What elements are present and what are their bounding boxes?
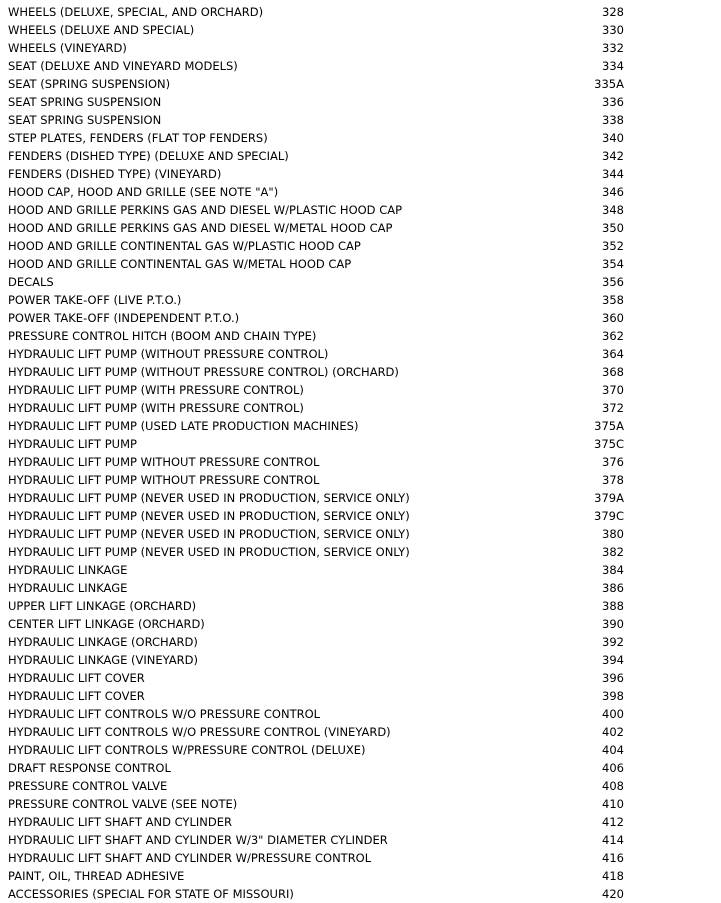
index-row	[0, 777, 721, 795]
index-row	[0, 417, 721, 435]
index-row	[0, 885, 721, 903]
index-entry-page: 375C	[594, 437, 624, 451]
index-entry-title: SEAT (DELUXE AND VINEYARD MODELS)	[8, 59, 238, 73]
index-entry-title: HYDRAULIC LIFT PUMP WITHOUT PRESSURE CONTROL	[8, 473, 320, 487]
index-entry-page: 420	[602, 887, 624, 901]
index-entry-title: HYDRAULIC LIFT PUMP (USED LATE PRODUCTION MACHINES)	[8, 419, 359, 433]
index-row	[0, 39, 721, 57]
index-row	[0, 705, 721, 723]
index-row	[0, 687, 721, 705]
index-row	[0, 381, 721, 399]
index-entry-title: FENDERS (DISHED TYPE) (DELUXE AND SPECIAL)	[8, 149, 289, 163]
index-row	[0, 651, 721, 669]
index-entry-title: POWER TAKE-OFF (INDEPENDENT P.T.O.)	[8, 311, 240, 325]
index-entry-page: 334	[602, 59, 624, 73]
index-row	[0, 345, 721, 363]
index-entry-page: 378	[602, 473, 624, 487]
index-entry-title: HYDRAULIC LIFT CONTROLS W/O PRESSURE CONTROL (VINEYARD)	[8, 725, 391, 739]
index-entry-page: 386	[602, 581, 624, 595]
index-entry-page: 390	[602, 617, 624, 631]
index-entry-page: 360	[602, 311, 624, 325]
index-entry-title: HYDRAULIC LIFT PUMP (WITH PRESSURE CONTROL)	[8, 401, 304, 415]
index-entry-page: 370	[602, 383, 624, 397]
index-entry-page: 380	[602, 527, 624, 541]
index-row	[0, 165, 721, 183]
index-entry-title: HYDRAULIC LIFT CONTROLS W/O PRESSURE CONTROL	[8, 707, 321, 721]
index-row	[0, 201, 721, 219]
index-entry-page: 382	[602, 545, 624, 559]
index-row	[0, 831, 721, 849]
index-entry-page: 335A	[594, 77, 624, 91]
index-entry-title: POWER TAKE-OFF (LIVE P.T.O.)	[8, 293, 182, 307]
index-entry-page: 384	[602, 563, 624, 577]
index-entry-title: PRESSURE CONTROL HITCH (BOOM AND CHAIN TYPE)	[8, 329, 317, 343]
index-entry-title: WHEELS (DELUXE AND SPECIAL)	[8, 23, 195, 37]
index-entry-page: 402	[602, 725, 624, 739]
index-entry-title: SEAT (SPRING SUSPENSION)	[8, 77, 171, 91]
index-entry-page: 372	[602, 401, 624, 415]
index-entry-title: CENTER LIFT LINKAGE (ORCHARD)	[8, 617, 205, 631]
index-row	[0, 453, 721, 471]
index-entry-page: 392	[602, 635, 624, 649]
index-row	[0, 561, 721, 579]
index-row	[0, 273, 721, 291]
index-entry-title: WHEELS (DELUXE, SPECIAL, AND ORCHARD)	[8, 5, 264, 19]
index-entry-page: 375A	[594, 419, 624, 433]
index-entry-title: HYDRAULIC LIFT SHAFT AND CYLINDER W/PRESSURE CONTROL	[8, 851, 372, 865]
index-entry-title: HYDRAULIC LIFT COVER	[8, 671, 145, 685]
index-entry-page: 408	[602, 779, 624, 793]
index-row	[0, 75, 721, 93]
index-row	[0, 435, 721, 453]
index-entry-page: 396	[602, 671, 624, 685]
index-entry-page: 362	[602, 329, 624, 343]
index-entry-page: 342	[602, 149, 624, 163]
index-entry-title: HYDRAULIC LINKAGE (ORCHARD)	[8, 635, 198, 649]
index-row	[0, 543, 721, 561]
index-row	[0, 669, 721, 687]
index-row	[0, 219, 721, 237]
index-entry-title: UPPER LIFT LINKAGE (ORCHARD)	[8, 599, 197, 613]
index-row	[0, 723, 721, 741]
index-row	[0, 867, 721, 885]
index-row	[0, 93, 721, 111]
index-entry-page: 364	[602, 347, 624, 361]
index-entry-title: HYDRAULIC LIFT SHAFT AND CYLINDER	[8, 815, 232, 829]
index-row	[0, 741, 721, 759]
index-entry-page: 358	[602, 293, 624, 307]
index-row	[0, 363, 721, 381]
index-entry-title: PRESSURE CONTROL VALVE (SEE NOTE)	[8, 797, 238, 811]
index-row	[0, 21, 721, 39]
index-entry-page: 406	[602, 761, 624, 775]
index-entry-page: 338	[602, 113, 624, 127]
index-entry-title: SEAT SPRING SUSPENSION	[8, 95, 162, 109]
index-entry-page: 388	[602, 599, 624, 613]
index-entry-title: HYDRAULIC LIFT PUMP (NEVER USED IN PRODUCTION, SERVICE ONLY)	[8, 509, 410, 523]
index-row	[0, 759, 721, 777]
index-row	[0, 327, 721, 345]
index-entry-title: HYDRAULIC LINKAGE	[8, 563, 128, 577]
index-row	[0, 147, 721, 165]
index-row	[0, 471, 721, 489]
index-entry-page: 332	[602, 41, 624, 55]
index-entry-title: DRAFT RESPONSE CONTROL	[8, 761, 171, 775]
index-entry-title: HYDRAULIC LIFT PUMP	[8, 437, 137, 451]
index-entry-title: HYDRAULIC LIFT COVER	[8, 689, 145, 703]
index-entry-page: 412	[602, 815, 624, 829]
index-entry-page: 356	[602, 275, 624, 289]
index-entry-title: HOOD AND GRILLE PERKINS GAS AND DIESEL W/PLASTIC HOOD CAP	[8, 203, 403, 217]
index-row	[0, 57, 721, 75]
index-row	[0, 3, 721, 21]
index-row	[0, 111, 721, 129]
index-entry-page: 330	[602, 23, 624, 37]
index-entry-title: HOOD CAP, HOOD AND GRILLE (SEE NOTE "A")	[8, 185, 279, 199]
index-entry-title: HYDRAULIC LIFT PUMP (NEVER USED IN PRODUCTION, SERVICE ONLY)	[8, 545, 410, 559]
index-entry-page: 410	[602, 797, 624, 811]
index-entry-page: 352	[602, 239, 624, 253]
index-entry-page: 346	[602, 185, 624, 199]
index-entry-page: 350	[602, 221, 624, 235]
index-entry-title: PRESSURE CONTROL VALVE	[8, 779, 168, 793]
index-entry-title: HYDRAULIC LIFT SHAFT AND CYLINDER W/3" DIAMETER CYLINDER	[8, 833, 388, 847]
index-entry-page: 398	[602, 689, 624, 703]
index-row	[0, 291, 721, 309]
index-entry-page: 336	[602, 95, 624, 109]
index-row	[0, 813, 721, 831]
index-entry-title: HYDRAULIC LIFT PUMP (NEVER USED IN PRODUCTION, SERVICE ONLY)	[8, 491, 410, 505]
index-entry-title: HOOD AND GRILLE CONTINENTAL GAS W/PLASTIC HOOD CAP	[8, 239, 361, 253]
index-entry-title: WHEELS (VINEYARD)	[8, 41, 127, 55]
index-row	[0, 255, 721, 273]
index-entry-title: HYDRAULIC LIFT PUMP (WITHOUT PRESSURE CONTROL) (ORCHARD)	[8, 365, 399, 379]
index-row	[0, 633, 721, 651]
index-row	[0, 399, 721, 417]
index-entry-title: HYDRAULIC LINKAGE	[8, 581, 128, 595]
index-entry-page: 368	[602, 365, 624, 379]
index-entry-title: FENDERS (DISHED TYPE) (VINEYARD)	[8, 167, 222, 181]
index-entry-page: 379C	[594, 509, 624, 523]
index-entry-page: 400	[602, 707, 624, 721]
index-entry-title: SEAT SPRING SUSPENSION	[8, 113, 162, 127]
index-row	[0, 489, 721, 507]
index-entry-title: HYDRAULIC LIFT PUMP (NEVER USED IN PRODUCTION, SERVICE ONLY)	[8, 527, 410, 541]
index-row	[0, 309, 721, 327]
index-entry-page: 404	[602, 743, 624, 757]
index-entry-title: HOOD AND GRILLE PERKINS GAS AND DIESEL W/METAL HOOD CAP	[8, 221, 393, 235]
index-entry-title: HYDRAULIC LINKAGE (VINEYARD)	[8, 653, 199, 667]
index-row	[0, 579, 721, 597]
index-entry-page: 418	[602, 869, 624, 883]
index-entry-page: 379A	[594, 491, 624, 505]
index-entry-page: 340	[602, 131, 624, 145]
index-entry-title: ACCESSORIES (SPECIAL FOR STATE OF MISSOURI)	[8, 887, 294, 901]
index-entry-title: HYDRAULIC LIFT CONTROLS W/PRESSURE CONTROL (DELUXE)	[8, 743, 366, 757]
index-entry-page: 344	[602, 167, 624, 181]
index-row	[0, 129, 721, 147]
index-entry-page: 328	[602, 5, 624, 19]
index-entry-page: 348	[602, 203, 624, 217]
index-entry-page: 416	[602, 851, 624, 865]
index-entry-title: HYDRAULIC LIFT PUMP WITHOUT PRESSURE CONTROL	[8, 455, 320, 469]
index-entry-title: PAINT, OIL, THREAD ADHESIVE	[8, 869, 185, 883]
index-row	[0, 597, 721, 615]
index-row	[0, 237, 721, 255]
index-entry-page: 354	[602, 257, 624, 271]
index-row	[0, 507, 721, 525]
index-entry-page: 414	[602, 833, 624, 847]
index-entry-title: HYDRAULIC LIFT PUMP (WITHOUT PRESSURE CONTROL)	[8, 347, 329, 361]
index-entry-title: STEP PLATES, FENDERS (FLAT TOP FENDERS)	[8, 131, 268, 145]
index-entry-page: 376	[602, 455, 624, 469]
index-entry-title: HYDRAULIC LIFT PUMP (WITH PRESSURE CONTROL)	[8, 383, 304, 397]
index-entry-title: HOOD AND GRILLE CONTINENTAL GAS W/METAL HOOD CAP	[8, 257, 352, 271]
index-row	[0, 525, 721, 543]
index-entry-page: 394	[602, 653, 624, 667]
index-entry-title: DECALS	[8, 275, 54, 289]
index-row	[0, 849, 721, 867]
index-row	[0, 795, 721, 813]
index-row	[0, 183, 721, 201]
index-row	[0, 615, 721, 633]
